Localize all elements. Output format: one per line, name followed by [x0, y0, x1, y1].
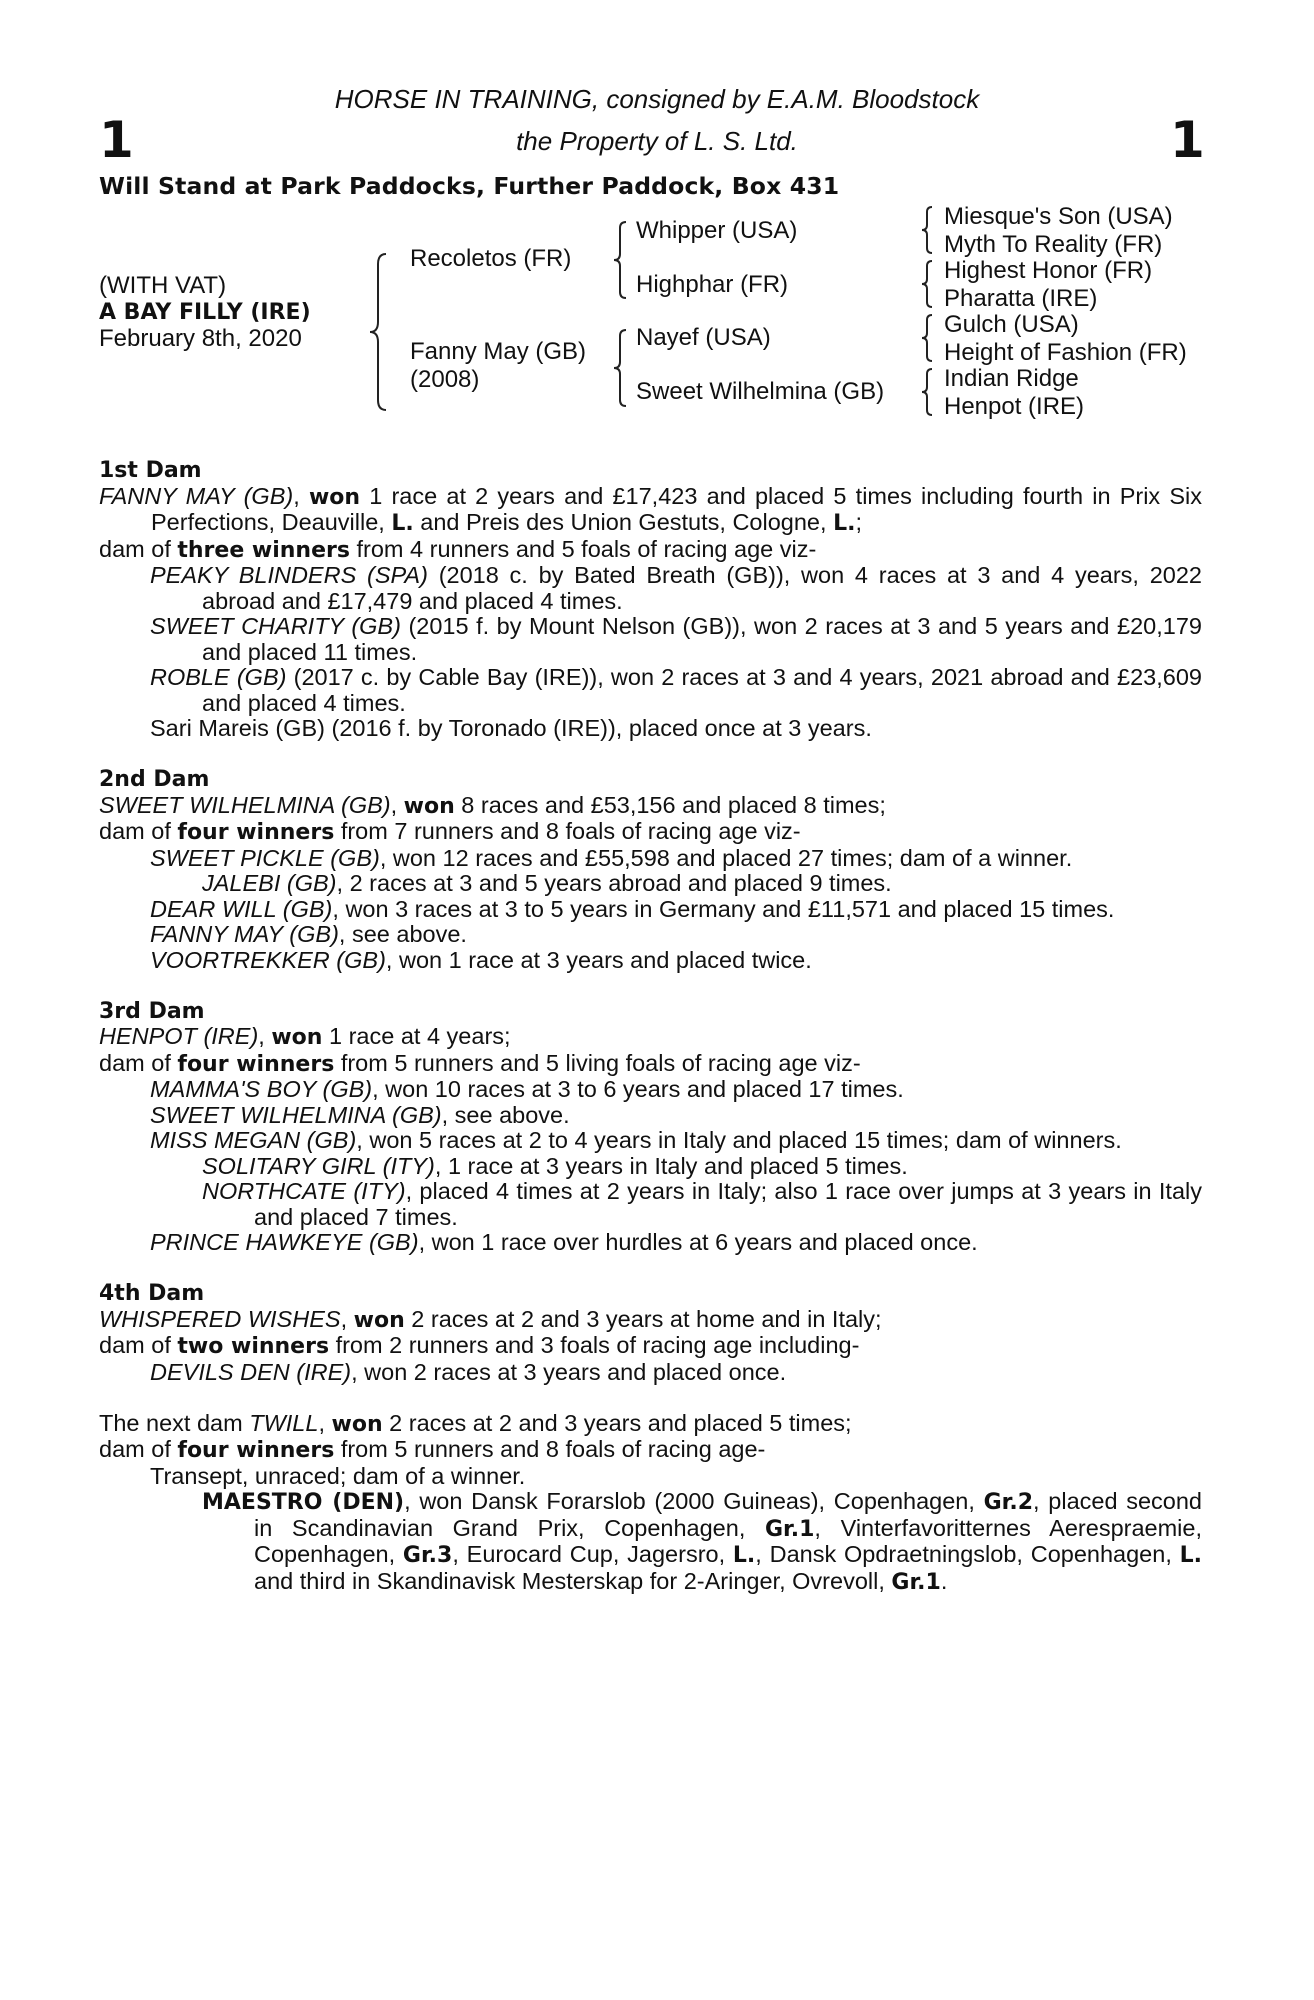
offspring-name: MAESTRO (DEN)	[202, 1490, 405, 1515]
brace-g3	[920, 313, 934, 363]
second-dam-section	[99, 767, 1202, 973]
gg-8: Henpot (IRE)	[944, 393, 1085, 420]
dam-name: TWILL	[249, 1409, 319, 1436]
offspring-record: Sari Mareis (GB) (2016 f. by Toronado (IRE)), placed once at 3 years.	[150, 715, 872, 741]
foaling-date: February 8th, 2020	[99, 325, 302, 352]
dam: Fanny May (GB)	[410, 338, 587, 365]
brace-g4	[920, 367, 934, 417]
offspring-record: , 2 races at 3 and 5 years abroad and placed 9 times.	[336, 870, 892, 896]
offspring-entry	[99, 922, 1202, 948]
brace-dam	[612, 328, 628, 408]
dam-of-label: dam of	[99, 818, 178, 844]
gg-5: Gulch (USA)	[944, 311, 1079, 338]
offspring-entry	[99, 1077, 1202, 1103]
offspring-name: PRINCE HAWKEYE (GB)	[150, 1229, 419, 1255]
first-dam-heading: 1st Dam	[99, 458, 202, 483]
offspring-name: ROBLE (GB)	[150, 664, 287, 690]
offspring-record: , Eurocard Cup, Jagersro,	[452, 1541, 733, 1567]
dam-name: SWEET WILHELMINA (GB)	[99, 791, 391, 818]
offspring-entry	[99, 563, 1202, 614]
first-dam-section	[99, 458, 1202, 742]
next-dam-record: The next dam TWILL, won 2 races at 2 and 3 years and placed 5 times;	[99, 1409, 852, 1437]
offspring-name: PEAKY BLINDERS (SPA)	[150, 562, 428, 588]
produce-text: from 2 runners and 3 foals of racing age including-	[329, 1332, 860, 1358]
grand-offspring-entry	[99, 1179, 1202, 1230]
winners-count: three winners	[177, 537, 350, 563]
produce-text: from 5 runners and 5 living foals of racing age viz-	[334, 1049, 861, 1076]
offspring-entry	[99, 948, 1202, 974]
offspring-record: , 1 race at 3 years in Italy and placed 5 times.	[434, 1152, 908, 1179]
dam-of-label: dam of	[99, 535, 178, 562]
dam-dam: Sweet Wilhelmina (GB)	[636, 378, 885, 405]
offspring-record: , see above.	[338, 921, 467, 947]
gg-3: Highest Honor (FR)	[944, 257, 1153, 284]
brace-main	[368, 252, 388, 412]
third-dam-record: HENPOT (IRE), won 1 race at 4 years;	[99, 1023, 511, 1050]
grade-mark: Gr.3	[402, 1543, 453, 1568]
grade-mark: Gr.1	[891, 1569, 941, 1595]
sire: Recoletos (FR)	[410, 245, 572, 272]
record-text: and Preis des Union Gestuts, Cologne,	[413, 509, 834, 535]
won-label: won	[331, 1411, 383, 1437]
offspring-record: (2015 f. by Mount Nelson (GB)), won 2 races at 3 and 5 years and £20,179 and placed 11 times.	[202, 613, 1202, 665]
offspring-record: , placed second in Scandinavian Grand Prix, Copenhagen,	[254, 1488, 1202, 1541]
offspring-name: SWEET PICKLE (GB)	[150, 844, 380, 871]
gg-7: Indian Ridge	[944, 365, 1079, 392]
offspring-name: DEVILS DEN (IRE)	[150, 1358, 352, 1385]
horse-name: A BAY FILLY (IRE)	[99, 300, 311, 325]
listed-mark: L.	[391, 511, 414, 536]
consignor-line: HORSE IN TRAINING, consigned by E.A.M. Bloodstock	[334, 84, 980, 114]
offspring-name: VOORTREKKER (GB)	[150, 946, 386, 973]
grand-offspring-entry	[99, 1154, 1202, 1180]
record-text: ;	[855, 509, 862, 535]
second-dam-heading: 2nd Dam	[99, 767, 210, 792]
gg-4: Pharatta (IRE)	[944, 285, 1098, 312]
catalogue-body	[99, 458, 1202, 1595]
third-dam-produce	[99, 1051, 1202, 1078]
dam-name: FANNY MAY (GB)	[99, 482, 294, 509]
offspring-name: SWEET CHARITY (GB)	[150, 613, 401, 639]
third-dam-section	[99, 999, 1202, 1256]
dam-name: WHISPERED WISHES	[99, 1305, 341, 1332]
dam-of-label: dam of	[99, 1049, 178, 1076]
second-dam-produce	[99, 819, 1202, 846]
offspring-entry	[99, 665, 1202, 716]
vat-note: (WITH VAT)	[99, 272, 227, 299]
listed-mark: L.	[833, 511, 856, 536]
offspring-entry	[99, 897, 1202, 923]
grand-offspring-entry	[99, 1489, 1202, 1595]
offspring-name: SOLITARY GIRL (ITY)	[202, 1152, 435, 1179]
next-dam-produce	[99, 1437, 1202, 1464]
lot-number-right: 1	[1170, 111, 1205, 169]
grade-mark: Gr.1	[764, 1516, 815, 1542]
second-dam-record: SWEET WILHELMINA (GB), won 8 races and £53,156 and placed 8 times;	[99, 791, 886, 819]
property-line: the Property of L. S. Ltd.	[516, 126, 798, 156]
next-dam-section	[99, 1411, 1202, 1596]
offspring-record: , won 10 races at 3 to 6 years and placed 17 times.	[372, 1076, 904, 1102]
offspring-record: (2017 c. by Cable Bay (IRE)), won 2 races at 3 and 4 years, 2021 abroad and £23,609 and placed 4 times.	[202, 664, 1202, 716]
brace-g1	[920, 205, 934, 255]
fourth-dam-record: WHISPERED WISHES, won 2 races at 2 and 3 years at home and in Italy;	[99, 1305, 882, 1333]
stand-location: Will Stand at Park Paddocks, Further Paddock, Box 431	[99, 172, 840, 200]
offspring-record: , see above.	[441, 1101, 570, 1128]
record-text: 8 races and £53,156 and placed 8 times;	[454, 791, 886, 818]
offspring-name: DEAR WILL (GB)	[150, 895, 333, 922]
offspring-entry	[99, 846, 1202, 872]
fourth-dam-section	[99, 1281, 1202, 1385]
brace-sire	[612, 220, 628, 300]
next-dam-intro: The next dam	[99, 1409, 250, 1436]
offspring-record: Transept, unraced; dam of a winner.	[150, 1462, 526, 1489]
first-dam-produce	[99, 537, 1202, 564]
dam-name: HENPOT (IRE)	[99, 1023, 259, 1049]
offspring-name: FANNY MAY (GB)	[150, 921, 339, 947]
grand-offspring-entry	[99, 871, 1202, 897]
gg-1: Miesque's Son (USA)	[944, 203, 1173, 230]
offspring-name: JALEBI (GB)	[202, 870, 337, 896]
grade-mark: Gr.2	[983, 1490, 1034, 1515]
record-text: 2 races at 2 and 3 years at home and in Italy;	[404, 1305, 882, 1332]
won-label: won	[353, 1307, 405, 1333]
offspring-name: SWEET WILHELMINA (GB)	[150, 1101, 442, 1128]
offspring-record: .	[940, 1567, 948, 1594]
offspring-entry	[99, 1103, 1202, 1129]
grade-mark: L.	[732, 1543, 756, 1568]
offspring-record: , Dansk Opdraetningslob, Copenhagen,	[755, 1541, 1180, 1567]
offspring-name: MISS MEGAN (GB)	[150, 1127, 357, 1153]
offspring-entry	[99, 1464, 1202, 1490]
record-text: 1 race at 4 years;	[322, 1023, 511, 1049]
record-text: 2 races at 2 and 3 years and placed 5 times;	[382, 1409, 852, 1436]
winners-count: two winners	[177, 1334, 330, 1359]
offspring-entry	[99, 1128, 1202, 1154]
offspring-record: , won 2 races at 3 years and placed once.	[351, 1358, 787, 1385]
grade-mark: L.	[1179, 1543, 1203, 1568]
offspring-entry	[99, 614, 1202, 665]
winners-count: four winners	[177, 1438, 335, 1463]
winners-count: four winners	[177, 820, 335, 845]
third-dam-heading: 3rd Dam	[99, 998, 205, 1024]
lot-number-left: 1	[99, 111, 134, 169]
record-text: 1 race at 2 years and £17,423 and placed 5 times including fourth in Prix Six Perfections, Deauville,	[151, 482, 1202, 535]
dam-of-label: dam of	[99, 1436, 178, 1462]
offspring-record: (2018 c. by Bated Breath (GB)), won 4 races at 3 and 4 years, 2022 abroad and £17,479 and placed 4 times.	[202, 562, 1202, 614]
produce-text: from 4 runners and 5 foals of racing age viz-	[349, 535, 817, 562]
offspring-record: , won 3 races at 3 to 5 years in Germany and £11,571 and placed 15 times.	[332, 895, 1115, 922]
offspring-entry	[99, 1360, 1202, 1386]
offspring-record: , won 1 race over hurdles at 6 years and placed once.	[418, 1229, 978, 1255]
offspring-name: NORTHCATE (ITY)	[202, 1178, 406, 1204]
sire-dam: Highphar (FR)	[636, 271, 789, 298]
first-dam-record: FANNY MAY (GB), won 1 race at 2 years and £17,423 and placed 5 times including fourth in Prix Six Perfections, Deauville, L. and Preis des Union Gestuts, Cologne, L.;	[99, 482, 1202, 536]
brace-g2	[920, 259, 934, 309]
produce-text: from 5 runners and 8 foals of racing age-	[334, 1436, 766, 1462]
produce-text: from 7 runners and 8 foals of racing age viz-	[334, 818, 801, 844]
offspring-record: , won 1 race at 3 years and placed twice.	[385, 946, 812, 973]
winners-count: four winners	[177, 1051, 335, 1077]
offspring-record: , won Dansk Forarslob (2000 Guineas), Copenhagen,	[404, 1488, 984, 1514]
gg-2: Myth To Reality (FR)	[944, 231, 1163, 258]
fourth-dam-heading: 4th Dam	[99, 1281, 205, 1306]
won-label: won	[271, 1025, 323, 1050]
gg-6: Height of Fashion (FR)	[944, 339, 1187, 366]
won-label: won	[308, 484, 361, 510]
offspring-name: MAMMA'S BOY (GB)	[150, 1076, 373, 1102]
won-label: won	[403, 793, 455, 819]
offspring-record: , won 12 races and £55,598 and placed 27 times; dam of a winner.	[379, 844, 1073, 871]
fourth-dam-produce	[99, 1333, 1202, 1360]
sire-sire: Whipper (USA)	[636, 217, 798, 244]
offspring-record: , won 5 races at 2 to 4 years in Italy and placed 15 times; dam of winners.	[356, 1127, 1122, 1153]
dam-of-label: dam of	[99, 1332, 178, 1358]
dam-year: (2008)	[410, 366, 480, 393]
offspring-entry	[99, 1230, 1202, 1256]
offspring-record: , placed 4 times at 2 years in Italy; also 1 race over jumps at 3 years in Italy and placed 7 times.	[254, 1178, 1202, 1230]
offspring-record: and third in Skandinavisk Mesterskap for 2-Aringer, Ovrevoll,	[254, 1567, 892, 1594]
dam-sire: Nayef (USA)	[636, 324, 771, 351]
offspring-entry	[99, 716, 1202, 742]
offspring-record: , Vinterfavoritternes Aerespraemie, Copenhagen,	[254, 1514, 1202, 1567]
